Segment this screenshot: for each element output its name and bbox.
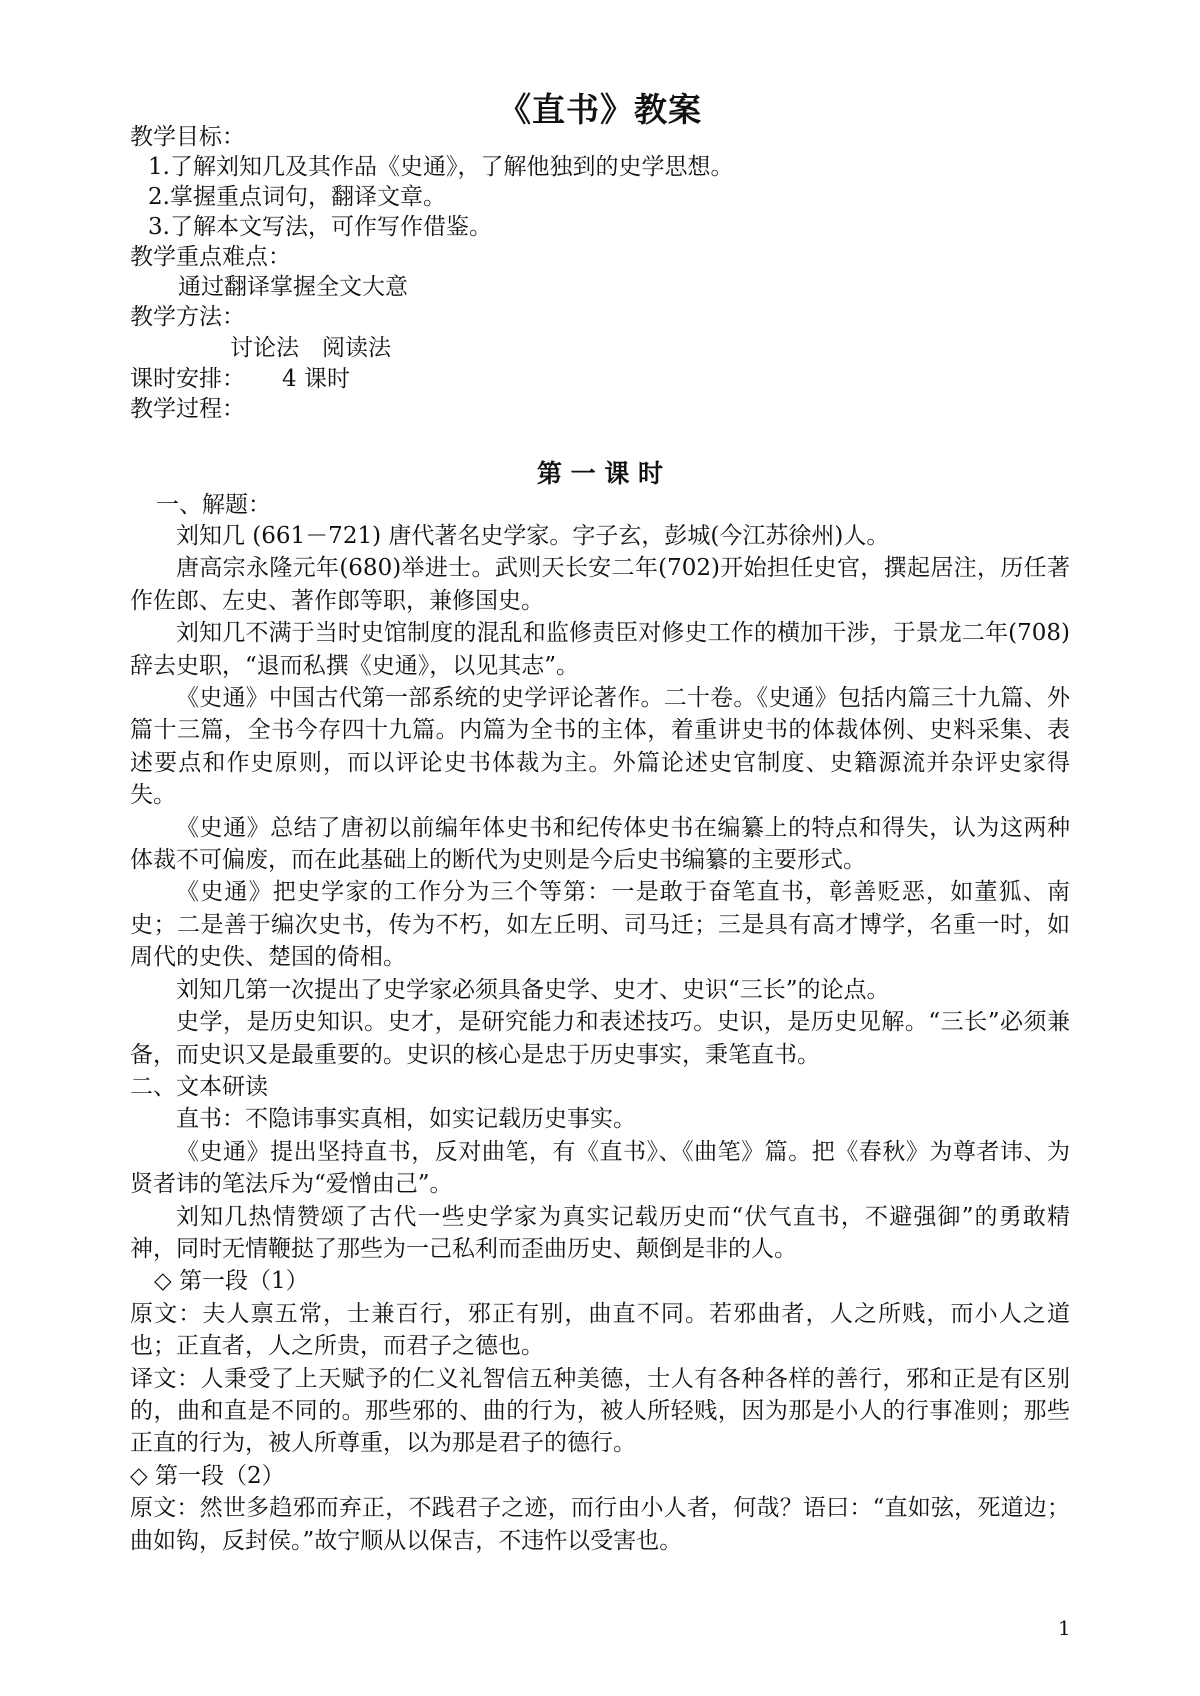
lesson-title: 第 一 课 时	[536, 459, 664, 488]
paragraph: 唐高宗永隆元年(680)举进士。武则天长安二年(702)开始担任史官，撰起居注，历任著作佐郎、左史、著作郎等职，兼修国史。	[130, 555, 1070, 614]
objectives-heading: 教学目标：	[130, 124, 245, 150]
process-heading: 教学过程：	[130, 396, 245, 422]
key-points-heading: 教学重点难点：	[130, 244, 291, 270]
paragraph: 刘知几第一次提出了史学家必须具备史学、史才、史识“三长”的论点。	[176, 976, 890, 1003]
page-number: 1	[1058, 1616, 1071, 1640]
objective-item: 1.了解刘知几及其作品《史通》，了解他独到的史学思想。	[148, 154, 734, 180]
section1-body	[130, 520, 1070, 1554]
paragraph: 《史通》提出坚持直书，反对曲笔，有《直书》、《曲笔》篇。把《春秋》为尊者讳、为贤者讳的笔法斥为“爱憎由己”。	[130, 1138, 1070, 1198]
section1-heading: 一、解题：	[156, 492, 271, 518]
schedule-value: 4 课时	[282, 366, 350, 392]
section2-heading: 二、文本研读	[130, 1073, 268, 1100]
objective-item: 2.掌握重点词句，翻译文章。	[148, 184, 446, 210]
original-text: 原文：然世多趋邪而弃正，不践君子之迹，而行由小人者，何哉？语曰：“直如弦，死道边；曲如钩，反封侯。”故宁顺从以保吉，不违忤以受害也。	[130, 1495, 1070, 1554]
paragraph: 刘知几不满于当时史馆制度的混乱和监修责臣对修史工作的横加干涉，于景龙二年(708)辞去史职，“退而私撰《史通》，以见其志”。	[130, 620, 1070, 679]
paragraph: 直书：不隐讳事实真相，如实记载历史事实。	[176, 1106, 636, 1133]
paragraph: 刘知几 (661－721) 唐代著名史学家。字子玄，彭城(今江苏徐州)人。	[176, 523, 890, 549]
key-points-text: 通过翻译掌握全文大意	[178, 274, 408, 300]
methods-heading: 教学方法：	[130, 304, 245, 330]
paragraph: 史学，是历史知识。史才，是研究能力和表述技巧。史识，是历史见解。“三长”必须兼备，而史识又是最重要的。史识的核心是忠于历史事实，秉笔直书。	[130, 1009, 1070, 1068]
original-text: 原文：夫人禀五常，士兼百行，邪正有别，曲直不同。若邪曲者，人之所贱，而小人之道也；正直者，人之所贵，而君子之德也。	[130, 1300, 1070, 1360]
objective-item: 3.了解本文写法，可作写作借鉴。	[148, 214, 492, 240]
document-title: 《直书》教案	[498, 90, 702, 129]
methods-text: 讨论法 阅读法	[230, 335, 391, 361]
paragraph: 《史通》把史学家的工作分为三个等第：一是敢于奋笔直书，彰善贬恶，如董狐、南史；二是善于编次史书，传为不朽，如左丘明、司马迁；三是具有高才博学，名重一时，如周代的史佚、楚国的倚相。	[130, 879, 1070, 971]
translation-text: 译文：人秉受了上天赋予的仁义礼智信五种美德，士人有各种各样的善行，邪和正是有区别的，曲和直是不同的。那些邪的、曲的行为，被人所轻贱，因为那是小人的行事准则；那些正直的行为，被人所尊重，以为那是君子的德行。	[130, 1365, 1070, 1457]
passage-heading: ◇ 第一段（1）	[154, 1268, 309, 1295]
paragraph: 《史通》总结了唐初以前编年体史书和纪传体史书在编纂上的特点和得失，认为这两种体裁不可偏废，而在此基础上的断代为史则是今后史书编纂的主要形式。	[130, 814, 1070, 874]
paragraph: 《史通》中国古代第一部系统的史学评论著作。二十卷。《史通》包括内篇三十九篇、外篇十三篇，全书今存四十九篇。内篇为全书的主体，着重讲史书的体裁体例、史料采集、表述要点和作史原则，而以评论史书体裁为主。外篇论述史官制度、史籍源流并杂评史家得失。	[130, 685, 1070, 809]
schedule-label: 课时安排：	[130, 366, 245, 392]
passage-heading: ◇ 第一段（2）	[130, 1462, 285, 1489]
paragraph: 刘知几热情赞颂了古代一些史学家为真实记载历史而“伏气直书，不避强御”的勇敢精神，同时无情鞭挞了那些为一己私利而歪曲历史、颠倒是非的人。	[130, 1203, 1070, 1262]
